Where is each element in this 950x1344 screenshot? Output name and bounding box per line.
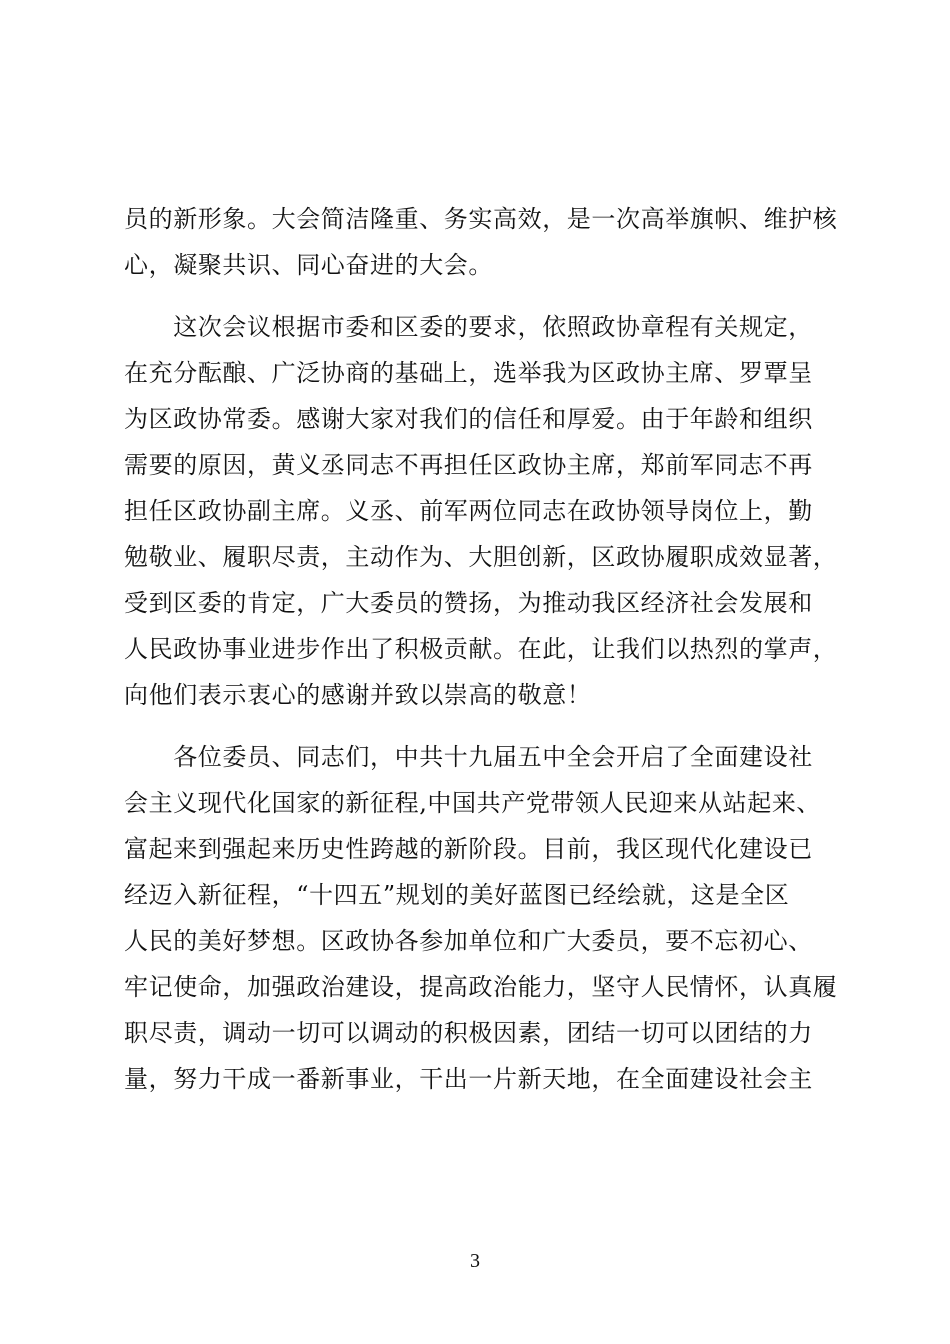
paragraph-gap	[124, 718, 836, 734]
text-line: 需要的原因，黄义丞同志不再担任区政协主席，郑前军同志不再	[124, 451, 813, 479]
paragraph-gap	[124, 288, 836, 304]
text-line: 受到区委的肯定，广大委员的赞扬，为推动我区经济社会发展和	[124, 589, 813, 617]
text-line: 人民的美好梦想。区政协各参加单位和广大委员，要不忘初心、	[124, 927, 813, 955]
page-number: 3	[470, 1250, 480, 1272]
text-line: 员的新形象。大会简洁隆重、务实高效，是一次高举旗帜、维护核	[124, 205, 838, 233]
text-line: 职尽责，调动一切可以调动的积极因素，团结一切可以团结的力	[124, 1019, 813, 1047]
text-line: 为区政协常委。感谢大家对我们的信任和厚爱。由于年龄和组织	[124, 405, 813, 433]
text-line: 牢记使命，加强政治建设，提高政治能力，坚守人民情怀，认真履	[124, 973, 838, 1001]
text-line: 各位委员、同志们，中共十九届五中全会开启了全面建设社	[124, 743, 813, 771]
text-line: 这次会议根据市委和区委的要求，依照政协章程有关规定，	[124, 313, 813, 341]
text-line: 富起来到强起来历史性跨越的新阶段。目前，我区现代化建设已	[124, 835, 813, 863]
text-line: 会主义现代化国家的新征程,中国共产党带领人民迎来从站起来、	[124, 789, 822, 817]
text-line: 人民政协事业进步作出了积极贡献。在此，让我们以热烈的掌声，	[124, 635, 838, 663]
text-line: 担任区政协副主席。义丞、前军两位同志在政协领导岗位上，勤	[124, 497, 813, 525]
text-line: 在充分酝酿、广泛协商的基础上，选举我为区政协主席、罗覃呈	[124, 359, 813, 387]
text-line: 经迈入新征程，“十四五”规划的美好蓝图已经绘就，这是全区	[124, 881, 790, 909]
text-line: 量，努力干成一番新事业，干出一片新天地，在全面建设社会主	[124, 1065, 813, 1093]
text-line: 勉敬业、履职尽责，主动作为、大胆创新，区政协履职成效显著，	[124, 543, 838, 571]
text-line: 心，凝聚共识、同心奋进的大会。	[124, 251, 493, 279]
body-text	[124, 196, 836, 1102]
text-line: 向他们表示衷心的感谢并致以崇高的敬意！	[124, 681, 592, 709]
